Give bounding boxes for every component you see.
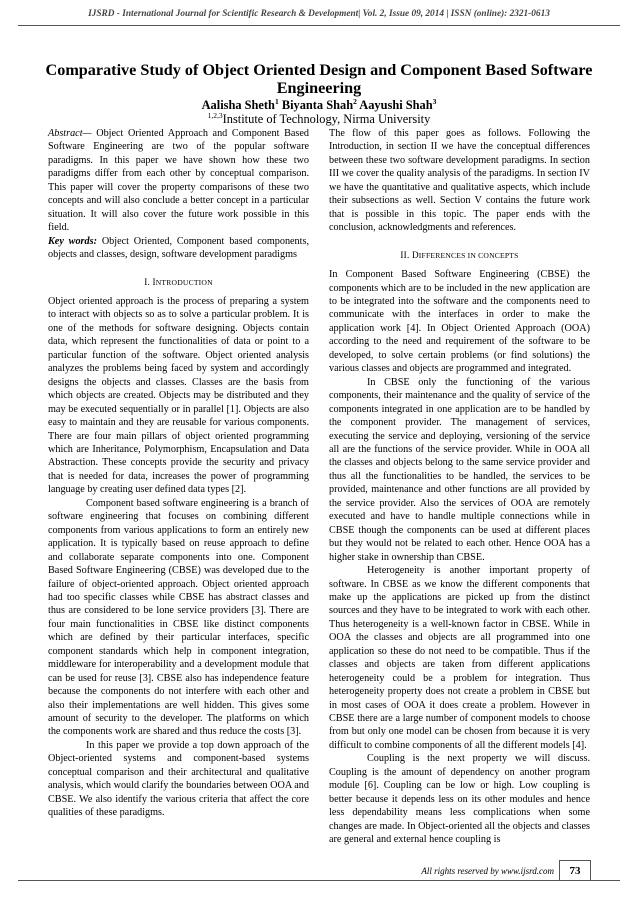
- footer-site-link[interactable]: www.ijsrd.com: [500, 866, 554, 876]
- author-name: Aayushi Shah: [359, 98, 433, 112]
- paper-title: Comparative Study of Object Oriented Design and Component Based Software Engineering: [45, 61, 593, 97]
- author-name: Biyanta Shah: [281, 98, 354, 112]
- affiliation: [30, 112, 608, 126]
- abstract-label: Abstract—: [48, 128, 92, 139]
- section-number: I.: [144, 276, 150, 287]
- author-sup: 1: [274, 96, 279, 106]
- paragraph: Component based software engineering is a branch of software engineering that focuses on combining different components from various applications to form an entirely new application. It is typically based on reuse approach to define and collaborate separate components into one. Component Based Software Engineering (CBSE) was developed due to the failure of object-oriented approach. Object oriented approach had too specific classes while CBSE has abstract classes and thus are considered to be lone service providers [3]. There are four main functionalities in CBSE like distinct components which are defined by their particular interfaces, specific component standards which help in component integration, middleware for interoperability and a development module that can be used for reuse [3]. CBSE also has independence feature because the components do not interfere with each other and also their implementations are well hidden. This gives some amount of security to the developer. The platforms on which the components work are shared and thus reduce the costs [3].: [48, 497, 309, 738]
- keywords-label: Key words:: [48, 235, 97, 247]
- footer-rule: [18, 880, 620, 881]
- abstract-text: Object Oriented Approach and Component Based Software Engineering are two of the popular software paradigms. In this paper we have shown how these two paradigms differ from each other by conceptual comparison. This paper will cover the property comparisons of these two concepts and will also conclude a better concept in a particular situation. It will also cover the future work possible in this field.: [48, 128, 309, 234]
- keywords: [48, 235, 309, 262]
- paragraph: The flow of this paper goes as follows. Following the Introduction, in section II we have the conceptual differences between these two software development paradigms. In section III we cover the quality analysis of the paradigms. In section IV we have the quantitative and qualitative aspects, which include their subsections as well. Section V contains the future work that is possible in this topic. The paper ends with the conclusion, acknowledgments and references.: [329, 128, 590, 234]
- paragraph: Object oriented approach is the process of preparing a system to interact with objects so as to solve a particular problem. It is one of the methods for software designing. Objects contain data, which represent the functionalities of data or point to a particular function of the software. Object oriented analysis analyzes the problems being faced by system and accordingly designs the objects and classes. Classes are the basis from which objects are created. Objects may be distributed and they may be executed sequentially or in parallel [1]. Objects are also easy to maintain and they are reusable for various components. There are four main pillars of object oriented programming which are Inheritance, Polymorphism, Encapsulation and Data Abstraction. These concepts provide the security and privacy that is needed for data, increases the power of programming language by creating user defined data types [2].: [48, 295, 309, 496]
- affiliation-sup: 1,2,3: [207, 110, 223, 120]
- section-cap: D: [411, 249, 419, 260]
- author-name: Aalisha Sheth: [201, 98, 275, 112]
- author-sup: 3: [432, 96, 437, 106]
- author-list: [30, 98, 608, 112]
- left-column: [48, 127, 309, 820]
- right-column: [329, 127, 590, 847]
- section-cap: I: [152, 276, 156, 287]
- header-rule: [18, 25, 620, 26]
- section-rest: IFFERENCES IN CONCEPTS: [418, 250, 519, 260]
- section-number: II.: [400, 249, 410, 260]
- keywords-text: Object Oriented, Component based components, objects and classes, design, software development paradigms: [48, 235, 309, 261]
- footer-rights-text: All rights reserved by: [421, 866, 501, 876]
- running-header: IJSRD - International Journal for Scientific Research & Development| Vol. 2, Issue 09, 2014 | ISSN (online): 2321-0613: [88, 9, 550, 19]
- page-number: 73: [559, 860, 591, 881]
- paragraph: Coupling is the next property we will discuss. Coupling is the amount of dependency on another program module [6]. Coupling can be low or high. Low coupling is better because it depends less on its other modules and hence less dependability means less complications when some changes are made. In Object-oriented all the objects and classes are general and external hence coupling is: [329, 753, 590, 846]
- section-heading-differences: [329, 249, 590, 262]
- paragraph: In this paper we provide a top down approach of the Object-oriented systems and component-based systems conceptual comparison and their architectural and qualitative analysis, which would clarify the boundaries between OOA and CBSE. We also identify the various criteria that affect the core qualities of these paradigms.: [48, 739, 309, 819]
- paragraph: In Component Based Software Engineering (CBSE) the components which are to be included in the new application are to be integrated into the software and the components need to communicate with the interfaces in order to make the application work [4]. In Object Oriented Approach (OOA) according to the need and requirement of the software to be developed, to solve certain problems (or find solutions) the various classes and objects are programmed and integrated.: [329, 269, 590, 375]
- author-sup: 2: [353, 96, 357, 106]
- affiliation-text: Institute of Technology, Nirma University: [222, 112, 431, 126]
- paragraph: Heterogeneity is another important property of software. In CBSE as we know the different components that make up the applications are picked up from the distinct sources and they have to be integrated to work with each other. Thus heterogeneity is a well-known factor in CBSE. While in OOA the classes and objects are all programmed into one application so these do not need to be compatible. Thus if the classes and objects are taken from different applications heterogeneity could be a problem for integration. Thus heterogeneity property does not create a problem in CBSE but in most cases of OOA it does create a problem. However in CBSE there are a large number of component models to choose from but only one model can be chosen from because it is very difficult to combine components of all the different models [4].: [329, 565, 590, 751]
- footer-rights: [421, 866, 554, 876]
- abstract: [48, 127, 309, 235]
- paragraph: In CBSE only the functioning of the various components, their maintenance and the quality of service of the components integrated in one application are to be handled by the component provider. The management of services, executing the service and deploying, versioning of the service all are the functions of the service provider. While in OOA all the classes and objects belong to the same service provider and thus all the functionalities to be handled, the services to be provided, maintenance and other functions are all provided by the service provider. Also the services of OOA are remotely executed and have to handle multiple connections while in CBSE though the components can be used at different places but they would not be related to each other. Hence OOA has a higher stake in ownership than CBSE.: [329, 376, 590, 563]
- section-rest: NTRODUCTION: [155, 277, 213, 287]
- section-heading-introduction: [48, 276, 309, 289]
